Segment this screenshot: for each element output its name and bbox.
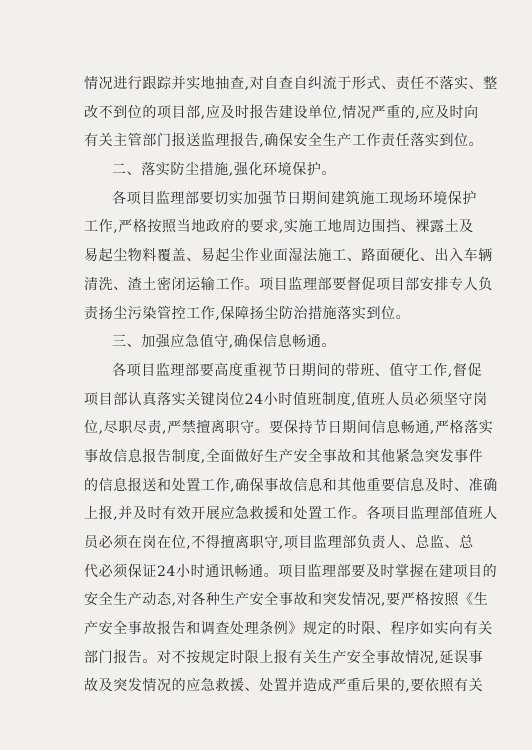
body-line-7: 易起尘物料覆盖、易起尘作业面湿法施工、路面硬化、出入车辆 <box>84 248 493 265</box>
section-heading-3: 三、加强应急值守,确保信息畅通。 <box>112 334 337 351</box>
body-line-16: 上报,并及时有效开展应急救援和处置工作。各项目监理部值班人 <box>84 506 498 523</box>
body-line-8: 清洗、渣土密闭运输工作。项目监理部要督促项目部安排专人负 <box>84 276 493 293</box>
document-body <box>84 70 498 701</box>
body-line-2: 改不到位的项目部,应及时报告建设单位,情况严重的,应及时向 <box>84 104 479 121</box>
body-line-9: 责扬尘污染管控工作,保障扬尘防治措施落实到位。 <box>84 305 411 322</box>
body-line-3: 有关主管部门报送监理报告,确保安全生产工作责任落实到位。 <box>84 133 484 150</box>
body-line-20: 产安全事故报告和调查处理条例》规定的时限、程序如实向有关 <box>84 621 493 638</box>
body-line-21: 部门报告。对不按规定时限上报有关生产安全事故情况,延误事 <box>84 649 484 666</box>
body-line-15: 的信息报送和处置工作,确保事故信息和其他重要信息及时、准确 <box>84 477 498 494</box>
body-line-17: 员必须在岗在位,不得擅离职守,项目监理部负责人、总监、总 <box>84 535 474 551</box>
body-line-6: 工作,严格按照当地政府的要求,实施工地周边围挡、裸露土及 <box>84 219 474 236</box>
body-line-14: 事故信息报告制度,全面做好生产安全事故和其他紧急突发事件 <box>84 448 484 465</box>
body-line-11: 各项目监理部要高度重视节日期间的带班、值守工作,督促 <box>112 362 483 379</box>
body-line-22: 故及突发情况的应急救援、处置并造成严重后果的,要依照有关 <box>84 678 484 695</box>
body-line-19: 安全生产动态,对各种生产安全事故和突发情况,要严格按照《生 <box>84 592 489 609</box>
body-line-5: 各项目监理部要切实加强节日期间建筑施工现场环境保护 <box>112 190 477 207</box>
body-line-1: 情况进行跟踪并实地抽查,对自查自纠流于形式、责任不落实、整 <box>84 76 498 92</box>
body-line-12: 项目部认真落实关键岗位24小时值班制度,值班人员必须坚守岗 <box>84 391 488 408</box>
body-line-18: 代必须保证24小时通讯畅通。项目监理部要及时掌握在建项目的 <box>84 563 498 580</box>
body-line-13: 位,尽职尽责,严禁擅离职守。要保持节日期间信息畅通,严格落实 <box>84 420 494 437</box>
section-heading-2: 二、落实防尘措施,强化环境保护。 <box>112 162 337 179</box>
